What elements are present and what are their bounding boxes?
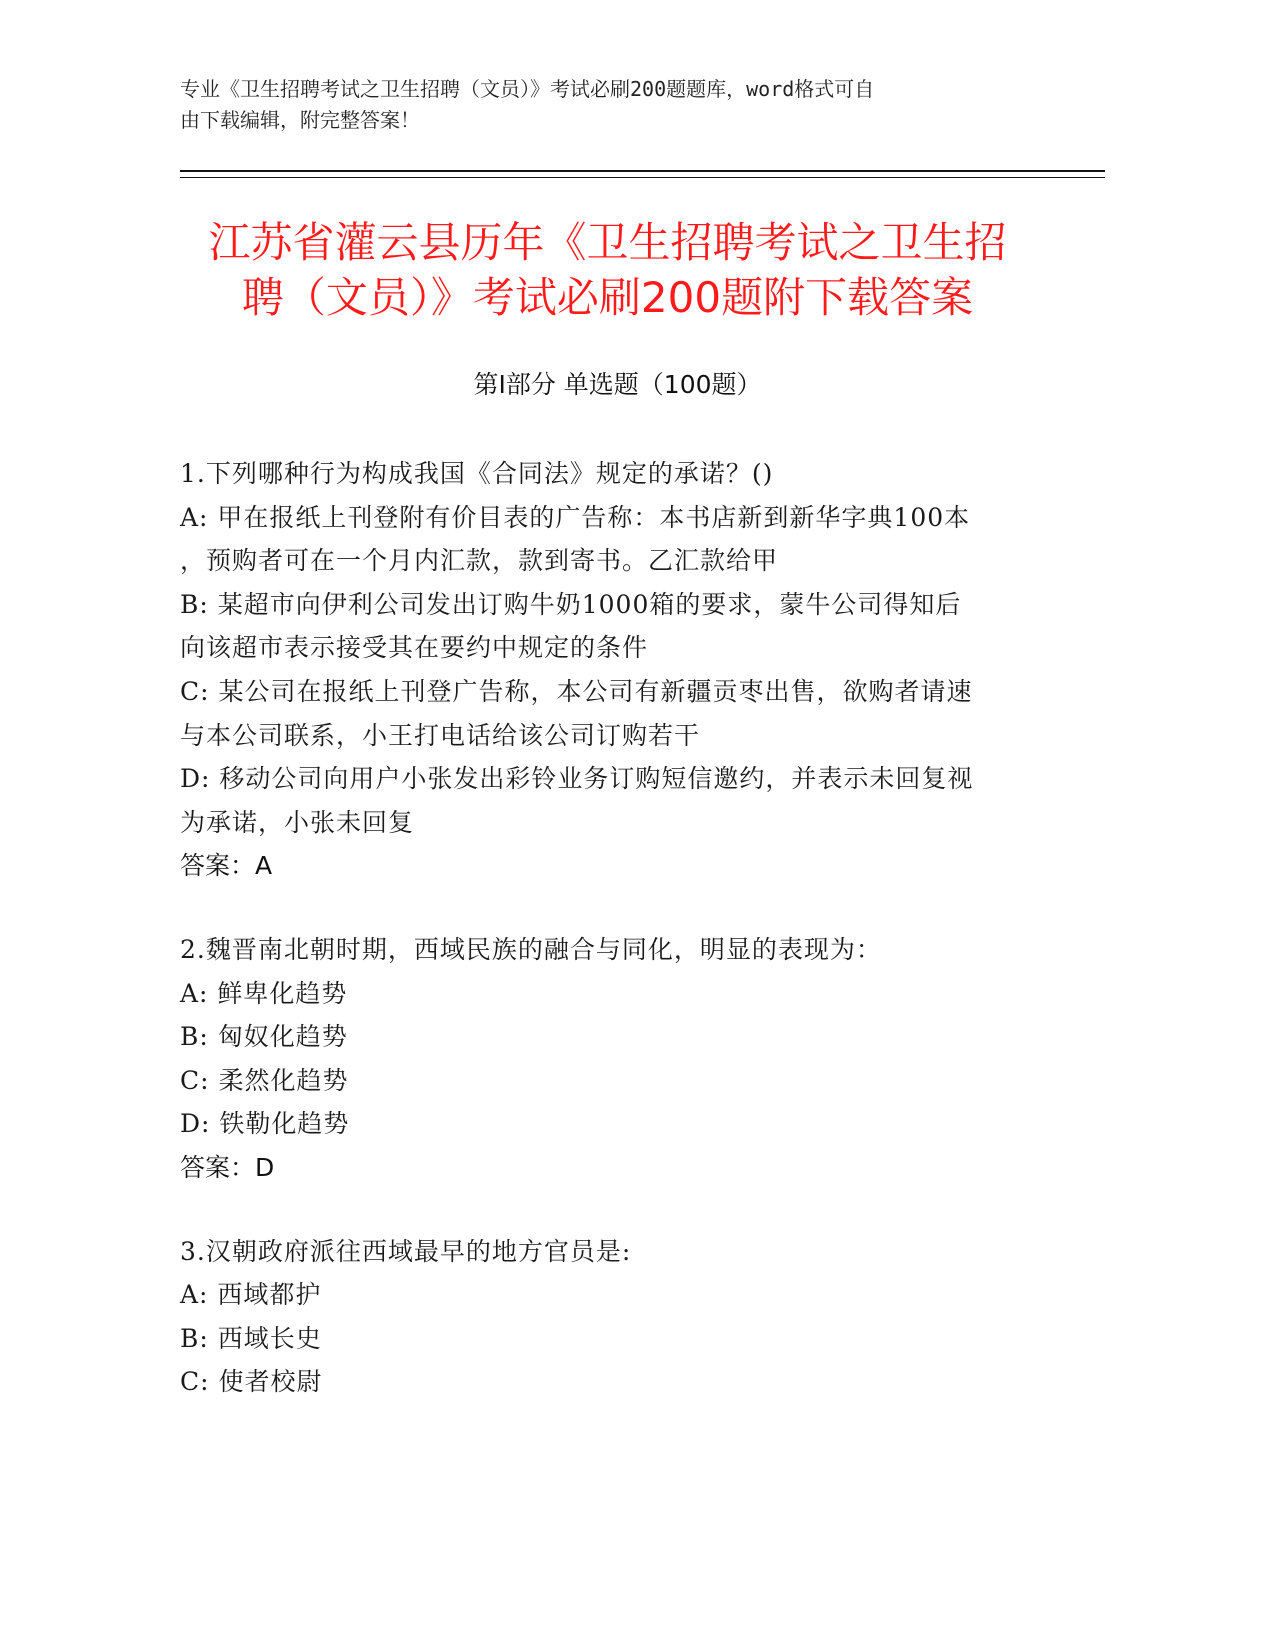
header-rule-thick xyxy=(180,170,1105,172)
question-stem: 2.魏晋南北朝时期，西域民族的融合与同化，明显的表现为： xyxy=(180,934,882,964)
option-d-line: D: 移动公司向用户小张发出彩铃业务订购短信邀约，并表示未回复视 xyxy=(180,764,974,794)
header-note-line: 专业《卫生招聘考试之卫生招聘（文员）》考试必刷200题题库，word格式可自 xyxy=(180,77,875,101)
option-b-line: B: 西域长史 xyxy=(180,1323,322,1353)
answer: 答案：A xyxy=(180,851,273,881)
question-list xyxy=(180,452,1040,1444)
question-stem: 1.下列哪种行为构成我国《合同法》规定的承诺？() xyxy=(180,459,774,488)
option-c-line: 与本公司联系，小王打电话给该公司订购若干 xyxy=(180,720,701,750)
option-b-line: B: 某超市向伊利公司发出订购牛奶1000箱的要求，蒙牛公司得知后 xyxy=(180,589,962,619)
header-note xyxy=(180,74,1060,136)
option-c-line: C: 使者校尉 xyxy=(180,1367,323,1397)
option-a-line: A: 西域都护 xyxy=(180,1280,322,1310)
option-a-line: ，预购者可在一个月内汇款，款到寄书。乙汇款给甲 xyxy=(180,546,779,576)
option-a-line: A: 鲜卑化趋势 xyxy=(180,978,348,1008)
header-rule-thin xyxy=(180,177,1105,178)
page-title-line: 江苏省灌云县历年《卫生招聘考试之卫生招 xyxy=(208,218,1007,267)
option-b-line: B: 匈奴化趋势 xyxy=(180,1022,348,1052)
question-2 xyxy=(180,928,1040,1190)
answer: 答案：D xyxy=(180,1152,275,1182)
option-d-line: D: 铁勒化趋势 xyxy=(180,1109,350,1139)
option-d-line: 为承诺，小张未回复 xyxy=(180,807,415,837)
question-3 xyxy=(180,1230,1040,1404)
header-note-line: 由下载编辑，附完整答案！ xyxy=(180,108,420,132)
section-title: 第Ⅰ部分 单选题（100题） xyxy=(473,370,762,399)
option-b-line: 向该超市表示接受其在要约中规定的条件 xyxy=(180,633,649,663)
option-a-line: A: 甲在报纸上刊登附有价目表的广告称：本书店新到新华字典100本 xyxy=(180,502,971,532)
option-c-line: C: 柔然化趋势 xyxy=(180,1065,349,1095)
page-title-line: 聘（文员）》考试必刷200题附下载答案 xyxy=(241,273,974,322)
question-stem: 3.汉朝政府派往西域最早的地方官员是: xyxy=(180,1236,632,1266)
question-1 xyxy=(180,452,1040,888)
page-title xyxy=(170,215,1045,325)
option-c-line: C: 某公司在报纸上刊登广告称，本公司有新疆贡枣出售，欲购者请速 xyxy=(180,676,973,706)
